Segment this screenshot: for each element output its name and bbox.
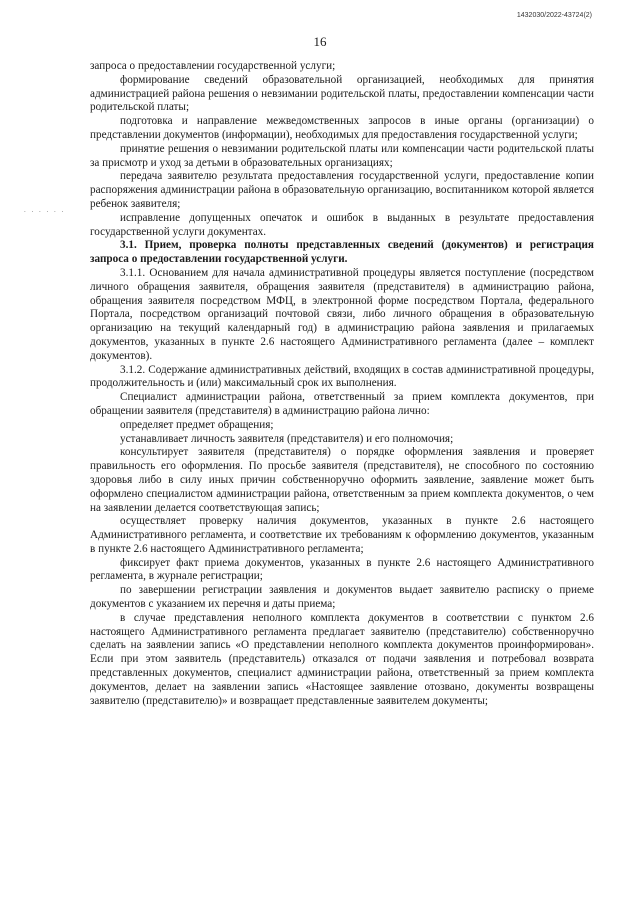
paragraph: устанавливает личность заявителя (представителя) и его полномочия; bbox=[120, 432, 454, 445]
paragraph: запроса о предоставлении государственной услуги; bbox=[90, 60, 336, 72]
paragraph: фиксирует факт приема документов, указанных в пункте 2.6 настоящего Административного регламента, в журнале регистрации; bbox=[90, 556, 594, 583]
margin-marks: . . . . . . bbox=[24, 206, 66, 214]
document-id: 1432030/2022-43724(2) bbox=[516, 12, 592, 19]
paragraph: консультирует заявителя (представителя) о порядке оформления заявления и проверяет правильность его оформления. По просьбе заявителя (представителя), не способного по состоянию здоровья либо в силу иных причин собственноручно оформить заявление, заявление может быть оформлено специалистом администрации района, ответственным за прием комплекта документов, о чем на заявлении делается соответствующая запись; bbox=[90, 446, 594, 514]
document-body bbox=[90, 60, 594, 708]
paragraph: в случае представления неполного комплекта документов в соответствии с пунктом 2.6 настоящего Административного регламента предлагает заявителю (представителю) собственноручно сделать на заявлении запись «О представлении неполного комплекта документов проинформирован». Если при этом заявитель (представитель) отказался от подачи заявления и потребовал возврата представленных документов, специалист администрации района, ответственный за прием комплекта документов, делает на заявлении запись «Настоящее заявление отозвано, документы возвращены заявителю (представителю)» и возвращает представленные заявителем документы; bbox=[90, 611, 594, 707]
paragraph: подготовка и направление межведомственных запросов в иные органы (организации) о представлении документов (информации), необходимых для предоставления государственной услуги; bbox=[90, 115, 594, 141]
paragraph: определяет предмет обращения; bbox=[120, 418, 274, 431]
paragraph: исправление допущенных опечаток и ошибок в выданных в результате предоставления государственной услуги документах. bbox=[90, 211, 594, 238]
paragraph: по завершении регистрации заявления и документов выдает заявителю расписку о приеме документов с указанием их перечня и даты приема; bbox=[90, 584, 594, 611]
paragraph: осуществляет проверку наличия документов, указанных в пункте 2.6 настоящего Административного регламента, и соответствие их требованиям к оформлению документов, указанным в пункте 2.6 настоящего Административного регламента; bbox=[90, 515, 594, 555]
section-heading: 3.1. Прием, проверка полноты представленных сведений (документов) и регистрация запроса о предоставлении государственной услуги. bbox=[90, 239, 594, 266]
paragraph: принятие решения о невзимании родительской платы или компенсации части родительской платы за присмотр и уход за детьми в образовательных организациях; bbox=[90, 142, 594, 169]
paragraph: формирование сведений образовательной организацией, необходимых для принятия администрацией района решения о невзимании родительской платы, предоставлении компенсации части родительской платы; bbox=[90, 73, 594, 114]
page-number: 16 bbox=[313, 34, 327, 49]
paragraph: Специалист администрации района, ответственный за прием комплекта документов, при обращении заявителя (представителя) в администрацию района лично: bbox=[90, 391, 594, 417]
paragraph: 3.1.2. Содержание административных действий, входящих в состав административной процедуры, продолжительность и (или) максимальный срок их выполнения. bbox=[90, 363, 594, 390]
paragraph: 3.1.1. Основанием для начала административной процедуры является поступление (посредством личного обращения заявителя, обращения заявителя (представителя) в администрацию района, обращения заявителя посредством МФЦ, в электронной форме посредством Портала, федерального Портала, посредством организаций почтовой связи, либо личного обращения в образовательную организацию на текущий календарный год) в администрацию района заявления и прилагаемых документов, указанных в пункте 2.6 настоящего Административного регламента (далее – комплект документов). bbox=[90, 266, 594, 362]
paragraph: передача заявителю результата предоставления государственной услуги, предоставление копии распоряжения администрации района в образовательную организацию, воспитанником которой является ребенок заявителя; bbox=[90, 170, 594, 210]
